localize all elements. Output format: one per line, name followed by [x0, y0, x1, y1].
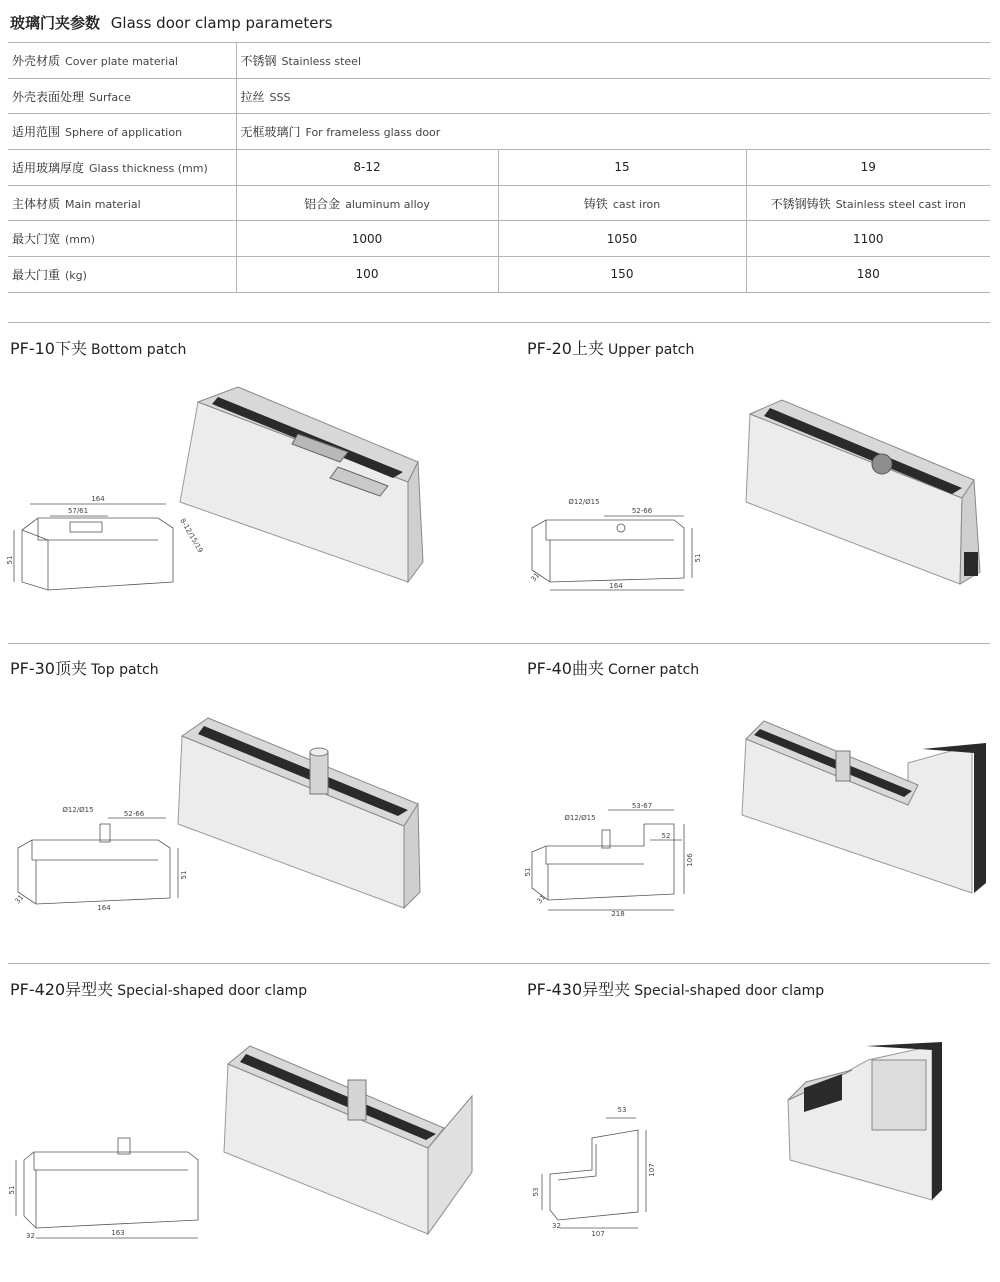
product-title-pf420: PF-420异型夹 Special-shaped door clamp	[10, 980, 308, 999]
product-title-pf20: PF-20上夹 Upper patch	[527, 339, 695, 358]
section-divider	[8, 643, 990, 644]
row-value: 180	[746, 257, 990, 293]
dim-label: 57/61	[67, 507, 89, 515]
row-value: 1100	[746, 221, 990, 257]
product-title-pf30: PF-30顶夹 Top patch	[10, 659, 159, 678]
pf20-dimension-drawing	[524, 490, 714, 605]
row-label: 外壳材质 Cover plate material	[8, 43, 236, 79]
table-row	[8, 43, 990, 79]
dim-label: 51	[6, 555, 14, 565]
pf40-product-image	[742, 715, 992, 900]
dim-label: Ø12/Ø15	[568, 498, 600, 506]
product-title-pf430: PF-430异型夹 Special-shaped door clamp	[527, 980, 825, 999]
dim-label: Ø12/Ø15	[62, 806, 94, 814]
pf10-product-image	[178, 382, 428, 582]
pf40-dimension-drawing	[524, 800, 714, 920]
dim-label: 52-66	[631, 507, 653, 515]
row-value: 拉丝 SSS	[236, 78, 990, 114]
row-value: 150	[498, 257, 746, 293]
dim-label: 51	[8, 1185, 16, 1195]
row-value: 铸铁 cast iron	[498, 185, 746, 221]
dim-label: 31	[529, 571, 542, 584]
page-title-cn: 玻璃门夹参数	[10, 14, 101, 32]
row-value: 不锈钢 Stainless steel	[236, 43, 990, 79]
dim-label: 31	[535, 893, 548, 906]
pf430-product-image	[782, 1040, 952, 1210]
row-value: 15	[498, 150, 746, 186]
row-label: 适用玻璃厚度 Glass thickness (mm)	[8, 150, 236, 186]
pf30-dimension-drawing	[8, 800, 198, 915]
row-value: 1000	[236, 221, 498, 257]
row-label: 主体材质 Main material	[8, 185, 236, 221]
dim-label: 164	[97, 904, 111, 912]
dim-label: 32	[552, 1222, 561, 1230]
pf30-product-image	[178, 710, 428, 910]
row-value: 19	[746, 150, 990, 186]
dim-label: 53	[617, 1106, 627, 1114]
dim-label: 32	[26, 1232, 35, 1240]
page-title-en: Glass door clamp parameters	[110, 14, 333, 32]
dim-label: 51	[524, 867, 532, 877]
dim-label: 51	[694, 553, 702, 563]
dim-label: 106	[686, 853, 694, 867]
dim-label: 51	[180, 870, 188, 880]
table-row	[8, 150, 990, 186]
table-row	[8, 257, 990, 293]
dim-label: 53	[532, 1187, 540, 1197]
dim-label: 218	[611, 910, 625, 918]
table-row	[8, 185, 990, 221]
dim-label: 53-67	[631, 802, 653, 810]
dim-label: 107	[648, 1163, 656, 1177]
pf20-product-image	[742, 392, 992, 592]
table-row	[8, 114, 990, 150]
table-row	[8, 221, 990, 257]
dim-label: 8-12/15/19	[178, 517, 205, 555]
dim-label: 31	[13, 893, 26, 906]
row-value: 铝合金 aluminum alloy	[236, 185, 498, 221]
pf420-dimension-drawing	[8, 1130, 208, 1245]
parameters-table	[8, 42, 990, 293]
row-value: 不锈钢铸铁 Stainless steel cast iron	[746, 185, 990, 221]
row-value: 1050	[498, 221, 746, 257]
dim-label: 164	[609, 582, 623, 590]
table-row	[8, 78, 990, 114]
dim-label: 107	[591, 1230, 605, 1238]
row-label: 最大门重 (kg)	[8, 257, 236, 293]
dim-label: 52	[661, 832, 671, 840]
row-value: 8-12	[236, 150, 498, 186]
pf10-dimension-drawing	[6, 490, 205, 605]
row-label: 适用范围 Sphere of application	[8, 114, 236, 150]
row-value: 100	[236, 257, 498, 293]
section-divider	[8, 963, 990, 964]
dim-label: Ø12/Ø15	[564, 814, 596, 822]
pf430-dimension-drawing	[522, 1100, 672, 1240]
row-label: 最大门宽 (mm)	[8, 221, 236, 257]
product-title-pf10: PF-10下夹 Bottom patch	[10, 339, 187, 358]
row-label: 外壳表面处理 Surface	[8, 78, 236, 114]
pf420-product-image	[222, 1040, 477, 1240]
dim-label: 163	[111, 1229, 125, 1237]
product-title-pf40: PF-40曲夹 Corner patch	[527, 659, 700, 678]
page-title	[10, 12, 333, 33]
dim-label: 52-66	[123, 810, 145, 818]
row-value: 无框玻璃门 For frameless glass door	[236, 114, 990, 150]
dim-label: 164	[91, 495, 105, 503]
section-divider	[8, 322, 990, 323]
